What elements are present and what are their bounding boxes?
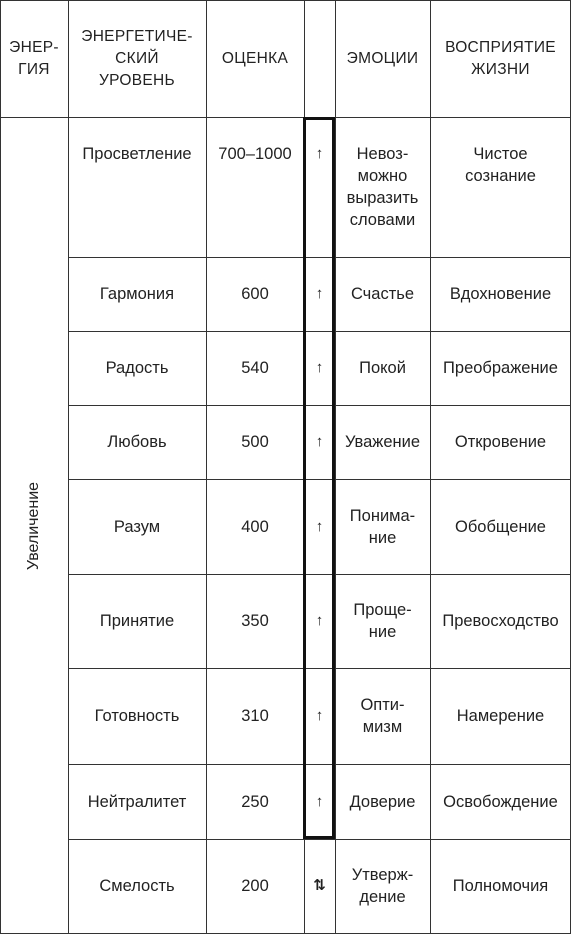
level-cell <box>68 331 206 405</box>
arrow-icon: ↑ <box>315 517 324 535</box>
arrow-icon: ⇅ <box>313 877 326 894</box>
header-perception <box>430 0 571 118</box>
perception-cell <box>430 331 571 405</box>
level-cell-text: Любовь <box>107 433 167 451</box>
level-cell-text: Принятие <box>99 612 175 630</box>
perception-cell <box>430 764 571 839</box>
level-cell <box>68 764 206 839</box>
arrow-icon: ↑ <box>315 792 324 810</box>
emotion-cell-text: Опти- мизм <box>360 696 405 736</box>
perception-cell-text: Преображение <box>443 359 558 377</box>
header-perception-text: ВОСПРИЯТИЕ ЖИЗНИ <box>445 39 556 78</box>
perception-cell <box>430 839 571 933</box>
arrow-icon: ↑ <box>315 612 324 629</box>
emotion-cell <box>335 574 430 668</box>
level-cell-text: Просветление <box>82 145 192 163</box>
score-cell <box>206 118 304 257</box>
arrow-icon: ↑ <box>315 285 324 302</box>
emotion-cell-text: Счастье <box>350 285 415 303</box>
emotion-cell-text: Проще- ние <box>353 601 412 641</box>
score-cell-text: 600 <box>241 285 269 303</box>
level-cell-text: Нейтралитет <box>87 792 187 811</box>
grid-line <box>206 0 207 934</box>
level-cell-text: Радость <box>105 359 169 377</box>
score-cell <box>206 331 304 405</box>
emotion-cell-text: Невоз- можно выразить словами <box>346 145 419 229</box>
score-cell-text: 700–1000 <box>218 145 292 163</box>
emotion-cell-text: Покой <box>359 359 406 377</box>
header-energy <box>0 0 68 118</box>
level-cell <box>68 405 206 479</box>
emotion-cell-text: Утверж- дение <box>351 866 414 906</box>
grid-line <box>0 0 571 1</box>
level-cell <box>68 479 206 574</box>
grid-line <box>0 0 1 934</box>
emotion-cell <box>335 479 430 574</box>
perception-cell-text: Намерение <box>456 707 545 725</box>
level-cell-text: Разум <box>113 517 161 536</box>
energy-direction-cell <box>0 118 68 933</box>
emotion-cell <box>335 668 430 764</box>
header-score-text: ОЦЕНКА <box>221 50 289 67</box>
perception-cell-text: Откровение <box>454 433 547 451</box>
level-cell <box>68 118 206 257</box>
level-cell-text: Готовность <box>94 707 180 725</box>
score-cell <box>206 257 304 331</box>
grid-line <box>68 0 69 934</box>
header-level <box>68 0 206 118</box>
emotion-cell-text: Понима- ние <box>349 506 416 547</box>
level-cell <box>68 668 206 764</box>
perception-cell <box>430 405 571 479</box>
emotion-cell <box>335 405 430 479</box>
score-cell <box>206 574 304 668</box>
header-energy-text: ЭНЕР- ГИЯ <box>9 39 59 78</box>
score-cell <box>206 839 304 933</box>
perception-cell <box>430 479 571 574</box>
level-cell-text: Гармония <box>99 285 175 303</box>
score-cell-text: 310 <box>241 707 269 725</box>
arrow-icon: ↑ <box>315 145 324 162</box>
perception-cell-text: Вдохновение <box>449 285 552 303</box>
perception-cell <box>430 257 571 331</box>
score-cell <box>206 479 304 574</box>
level-cell-text: Смелость <box>99 877 175 895</box>
emotion-cell <box>335 839 430 933</box>
score-cell-text: 350 <box>241 612 269 630</box>
score-cell-text: 400 <box>241 517 269 536</box>
perception-cell-text: Превосходство <box>442 612 559 630</box>
score-cell-text: 540 <box>241 359 269 377</box>
emotion-cell <box>335 257 430 331</box>
score-cell-text: 500 <box>241 433 269 451</box>
emotion-cell <box>335 764 430 839</box>
emotion-cell <box>335 118 430 257</box>
score-cell-text: 250 <box>241 792 269 811</box>
header-emotions <box>335 0 430 118</box>
emotion-cell <box>335 331 430 405</box>
grid-line <box>335 0 336 934</box>
grid-line <box>430 0 431 934</box>
level-cell <box>68 257 206 331</box>
header-emotions-text: ЭМОЦИИ <box>346 50 419 67</box>
arrow-icon: ↑ <box>315 359 324 376</box>
perception-cell-text: Обобщение <box>455 517 546 536</box>
perception-cell-text: Освобождение <box>443 792 558 811</box>
emotion-cell-text: Уважение <box>344 433 421 451</box>
score-cell <box>206 668 304 764</box>
perception-cell-text: Чистое сознание <box>465 145 536 185</box>
header-score <box>206 0 304 118</box>
score-cell <box>206 405 304 479</box>
level-cell <box>68 839 206 933</box>
emotion-cell-text: Доверие <box>349 792 416 811</box>
perception-cell <box>430 574 571 668</box>
score-cell <box>206 764 304 839</box>
header-arrow <box>304 0 335 118</box>
arrow-icon: ↑ <box>315 433 324 450</box>
perception-cell <box>430 118 571 257</box>
header-level-text: ЭНЕРГЕТИЧЕ- СКИЙ УРОВЕНЬ <box>81 28 193 89</box>
level-cell <box>68 574 206 668</box>
arrow-icon: ↑ <box>315 707 324 724</box>
perception-cell <box>430 668 571 764</box>
grid-line <box>0 117 571 118</box>
arrow-cell <box>304 839 335 933</box>
grid-line <box>68 839 571 840</box>
perception-cell-text: Полномочия <box>452 877 549 895</box>
arrow-column-frame <box>303 117 335 839</box>
score-cell-text: 200 <box>241 877 269 895</box>
energy-direction-label: Увеличение <box>25 481 42 570</box>
